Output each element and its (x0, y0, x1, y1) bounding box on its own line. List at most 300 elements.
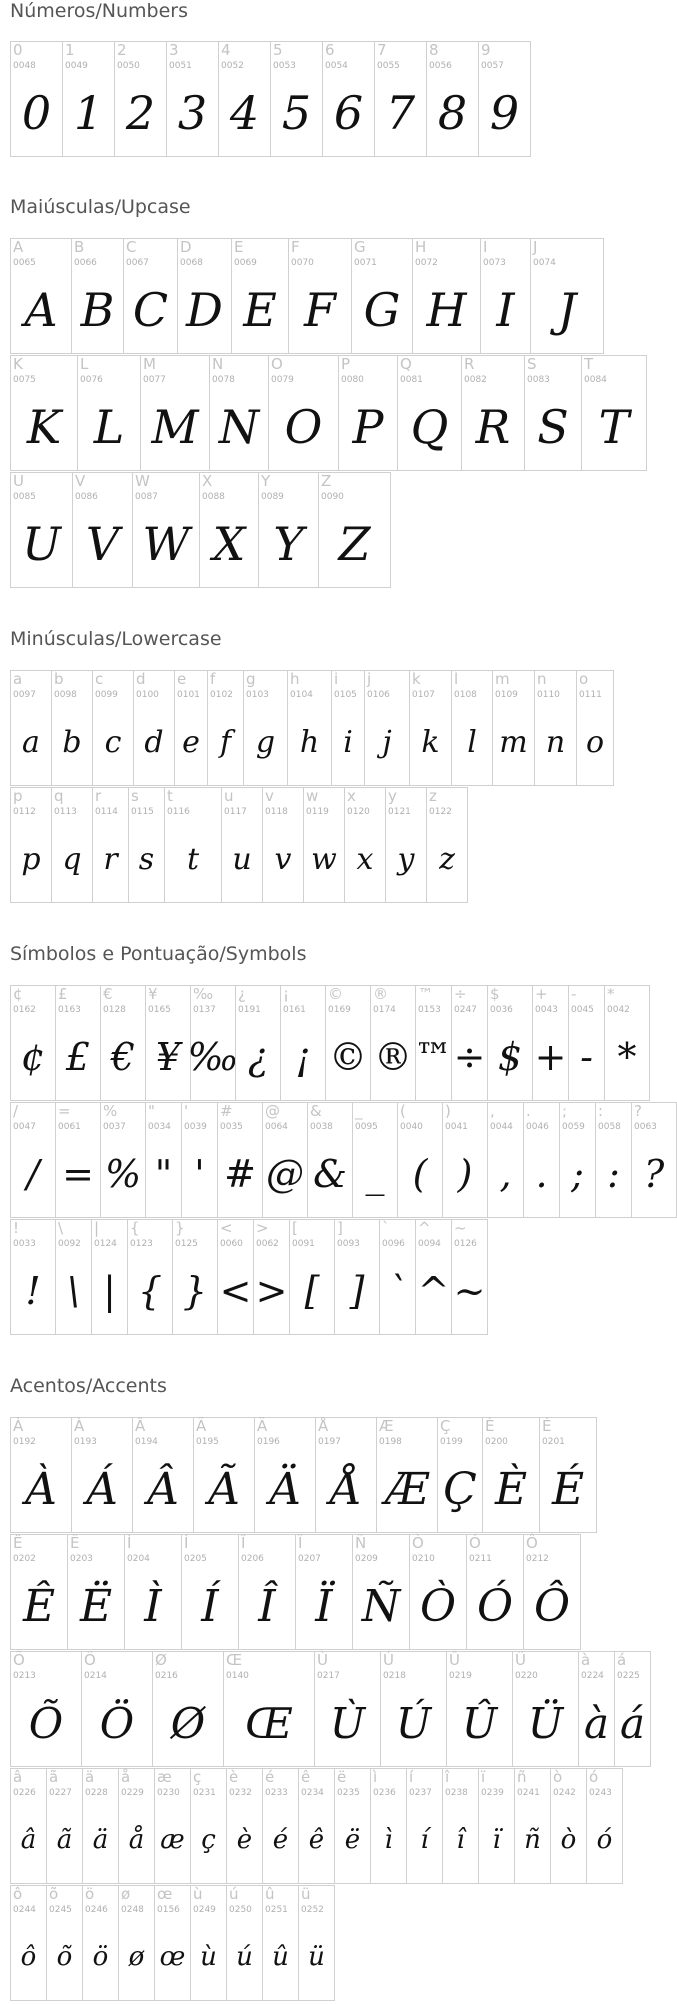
glyph-cell (10, 41, 63, 157)
glyph-cell (235, 985, 281, 1101)
char-code: 0072 (415, 258, 438, 268)
glyph-sample: ñ (524, 1825, 541, 1855)
glyph-cell (71, 1417, 133, 1533)
glyph-sample: 1 (73, 86, 104, 140)
char-code: 0228 (85, 1788, 108, 1798)
char-label: r (95, 787, 102, 805)
char-label: ó (589, 1768, 599, 1786)
glyph-sample: u (232, 841, 252, 877)
glyph-sample: T (598, 400, 630, 454)
char-label: { (130, 1219, 140, 1237)
glyph-cell (376, 1417, 438, 1533)
char-label: g (246, 670, 256, 688)
char-label: æ (157, 1768, 172, 1786)
char-code: 0218 (383, 1671, 406, 1681)
char-code: 0226 (13, 1788, 36, 1798)
char-code: 0099 (95, 690, 118, 700)
char-code: 0118 (265, 807, 288, 817)
glyph-sample: x (356, 841, 374, 877)
glyph-sample: m (499, 724, 528, 760)
char-label: Q (400, 355, 412, 373)
glyph-cell (217, 1219, 254, 1335)
char-code: 0097 (13, 690, 36, 700)
glyph-sample: K (26, 400, 62, 454)
char-label: ! (13, 1219, 20, 1237)
glyph-sample: Ö (99, 1698, 135, 1748)
glyph-row (10, 238, 603, 354)
char-label: ô (13, 1885, 23, 1903)
char-code: 0054 (325, 61, 348, 71)
char-label: X (202, 472, 213, 490)
glyph-sample: Û (461, 1698, 498, 1748)
glyph-cell (539, 1417, 597, 1533)
glyph-sample: ¢ (20, 1035, 46, 1079)
glyph-sample: 5 (281, 86, 312, 140)
glyph-sample: ö (92, 1942, 109, 1972)
char-label: ; (562, 1102, 568, 1120)
glyph-cell (576, 670, 614, 786)
glyph-cell (10, 1534, 68, 1650)
glyph-row (10, 1417, 596, 1533)
glyph-cell (492, 670, 535, 786)
glyph-row (10, 985, 649, 1101)
glyph-cell (334, 1219, 380, 1335)
char-code: 0234 (301, 1788, 324, 1798)
glyph-cell (315, 1417, 377, 1533)
glyph-cell (10, 1885, 47, 2001)
glyph-sample: N (218, 400, 260, 454)
char-code: 0123 (130, 1239, 153, 1249)
glyph-cell (325, 985, 371, 1101)
char-label: ] (337, 1219, 343, 1237)
char-label: P (341, 355, 351, 373)
char-code: 0227 (49, 1788, 72, 1798)
char-label: Ï (298, 1534, 303, 1552)
char-code: 0214 (84, 1671, 107, 1681)
glyph-cell (523, 1102, 560, 1218)
char-code: 0242 (553, 1788, 576, 1798)
char-code: 0050 (117, 61, 140, 71)
glyph-sample: 3 (177, 86, 208, 140)
glyph-cell (10, 985, 56, 1101)
char-label: C (126, 238, 137, 256)
glyph-cell (442, 1768, 479, 1884)
glyph-row (10, 1219, 487, 1335)
glyph-sample: ) (457, 1152, 473, 1196)
glyph-cell (437, 1417, 483, 1533)
char-label: a (13, 670, 23, 688)
char-label: 6 (325, 41, 335, 59)
glyph-row (10, 1768, 622, 1884)
char-code: 0037 (103, 1122, 126, 1132)
glyph-sample: h (299, 724, 320, 760)
glyph-sample: Ì (144, 1580, 162, 1632)
char-code: 0202 (13, 1554, 36, 1564)
char-code: 0056 (429, 61, 452, 71)
char-code: 0117 (224, 807, 247, 817)
char-code: 0126 (454, 1239, 477, 1249)
char-code: 0128 (103, 1005, 126, 1015)
glyph-cell (145, 1102, 182, 1218)
glyph-cell (287, 670, 332, 786)
char-code: 0062 (256, 1239, 279, 1249)
char-label: V (75, 472, 86, 490)
char-code: 0043 (535, 1005, 558, 1015)
glyph-cell (174, 670, 208, 786)
glyph-cell (524, 355, 582, 471)
char-label: d (136, 670, 146, 688)
char-code: 0235 (337, 1788, 360, 1798)
char-label: Z (321, 472, 332, 490)
glyph-cell (268, 355, 339, 471)
char-label: I (483, 238, 488, 256)
glyph-cell (231, 238, 289, 354)
glyph-sample: s (138, 841, 155, 877)
char-code: 0245 (49, 1905, 72, 1915)
section-title: Maiúsculas/Upcase (10, 196, 191, 218)
glyph-sample: Ò (419, 1580, 457, 1632)
glyph-sample: 0 (21, 86, 52, 140)
glyph-sample: E (243, 283, 277, 337)
char-code: 0196 (257, 1437, 280, 1447)
glyph-cell (534, 670, 577, 786)
glyph-sample: V (85, 517, 120, 571)
char-label: è (229, 1768, 239, 1786)
char-code: 0204 (127, 1554, 150, 1564)
char-code: 0113 (54, 807, 77, 817)
char-label: ^ (418, 1219, 431, 1237)
char-label: É (542, 1417, 552, 1435)
glyph-sample: , (499, 1152, 512, 1196)
glyph-sample: k (421, 724, 440, 760)
glyph-cell (415, 1219, 452, 1335)
glyph-cell (442, 1102, 488, 1218)
char-label: , (490, 1102, 495, 1120)
char-code: 0210 (412, 1554, 435, 1564)
glyph-cell (461, 355, 525, 471)
char-label: ä (85, 1768, 95, 1786)
char-label: G (354, 238, 366, 256)
char-label: / (13, 1102, 19, 1120)
char-label: ö (85, 1885, 95, 1903)
glyph-sample: ¥ (155, 1035, 181, 1079)
glyph-sample: ÷ (453, 1035, 486, 1079)
glyph-cell (71, 238, 124, 354)
glyph-cell (578, 1651, 615, 1767)
char-label: N (212, 355, 224, 373)
char-label: 3 (169, 41, 179, 59)
char-label: > (256, 1219, 269, 1237)
glyph-cell (379, 1219, 416, 1335)
char-code: 0063 (634, 1122, 657, 1132)
glyph-sample: î (456, 1825, 465, 1855)
char-code: 0092 (58, 1239, 81, 1249)
char-code: 0064 (265, 1122, 288, 1132)
glyph-cell (62, 41, 115, 157)
char-label: Ã (196, 1417, 207, 1435)
glyph-cell (221, 787, 263, 903)
char-code: 0199 (440, 1437, 463, 1447)
glyph-row (10, 1534, 580, 1650)
glyph-cell (238, 1534, 296, 1650)
glyph-cell (46, 1885, 83, 2001)
char-label: Ù (317, 1651, 328, 1669)
glyph-cell (322, 41, 375, 157)
glyph-sample: g (255, 724, 276, 760)
char-code: 0090 (321, 492, 344, 502)
glyph-sample: ù (200, 1942, 217, 1972)
char-code: 0250 (229, 1905, 252, 1915)
char-label: } (175, 1219, 185, 1237)
char-label: ì (373, 1768, 378, 1786)
glyph-sample: d (144, 724, 164, 760)
glyph-cell (187, 985, 239, 1101)
char-label: + (535, 985, 548, 1003)
char-label: \ (58, 1219, 64, 1237)
glyph-cell (298, 1768, 335, 1884)
glyph-sample: q (62, 841, 82, 877)
glyph-cell (132, 1417, 194, 1533)
char-label: U (13, 472, 24, 490)
char-code: 0243 (589, 1788, 612, 1798)
glyph-cell (254, 1417, 316, 1533)
glyph-cell (289, 1219, 335, 1335)
char-code: 0205 (184, 1554, 207, 1564)
glyph-cell (223, 1651, 315, 1767)
char-code: 0116 (167, 807, 190, 817)
glyph-cell (631, 1102, 677, 1218)
glyph-cell (132, 472, 200, 588)
glyph-sample: r (103, 841, 118, 877)
glyph-sample: ë (344, 1825, 361, 1855)
glyph-sample: M (151, 400, 199, 454)
char-code: 0039 (184, 1122, 207, 1132)
char-label: & (310, 1102, 322, 1120)
char-code: 0217 (317, 1671, 340, 1681)
char-code: 0206 (241, 1554, 264, 1564)
char-label: œ (157, 1885, 173, 1903)
char-code: 0111 (579, 690, 602, 700)
char-code: 0239 (481, 1788, 504, 1798)
char-label: é (265, 1768, 275, 1786)
char-label: ¡ (283, 985, 290, 1003)
char-code: 0082 (464, 375, 487, 385)
char-code: 0246 (85, 1905, 108, 1915)
glyph-cell (177, 238, 232, 354)
char-label: f (210, 670, 216, 688)
glyph-sample: L (93, 400, 125, 454)
char-code: 0035 (220, 1122, 243, 1132)
char-label: ü (301, 1885, 311, 1903)
glyph-sample: | (103, 1269, 116, 1313)
glyph-cell (10, 1102, 56, 1218)
char-label: Å (318, 1417, 329, 1435)
char-code: 0163 (58, 1005, 81, 1015)
glyph-sample: e (182, 724, 200, 760)
glyph-cell (512, 1651, 579, 1767)
char-code: 0191 (238, 1005, 261, 1015)
char-code: 0137 (193, 1005, 216, 1015)
char-code: 0231 (193, 1788, 216, 1798)
char-label: Æ (379, 1417, 394, 1435)
glyph-cell (487, 985, 533, 1101)
glyph-sample: £ (65, 1035, 91, 1079)
glyph-cell (124, 1534, 182, 1650)
glyph-sample: ™ (414, 1035, 453, 1079)
char-code: 0078 (212, 375, 235, 385)
char-code: 0110 (537, 690, 560, 700)
char-label: Â (135, 1417, 146, 1435)
glyph-cell (55, 1219, 92, 1335)
glyph-sample: € (110, 1035, 136, 1079)
glyph-cell (164, 787, 222, 903)
glyph-sample: a (22, 724, 40, 760)
char-code: 0219 (449, 1671, 472, 1681)
glyph-cell (514, 1768, 551, 1884)
glyph-cell (181, 1102, 218, 1218)
glyph-cell (209, 355, 269, 471)
glyph-cell (154, 1885, 191, 2001)
glyph-cell (217, 1102, 263, 1218)
char-code: 0112 (13, 807, 36, 817)
glyph-cell (415, 985, 452, 1101)
glyph-sample: ^ (417, 1269, 450, 1313)
glyph-sample: © (329, 1035, 367, 1079)
glyph-cell (100, 985, 146, 1101)
glyph-cell (262, 1885, 299, 2001)
glyph-sample: Ç (443, 1463, 477, 1515)
glyph-sample: J (557, 283, 577, 337)
glyph-sample: . (535, 1152, 548, 1196)
glyph-sample: & (313, 1152, 347, 1196)
char-code: 0040 (400, 1122, 423, 1132)
section-title: Minúsculas/Lowercase (10, 628, 222, 650)
glyph-cell (352, 1534, 410, 1650)
char-code: 0048 (13, 61, 36, 71)
char-code: 0051 (169, 61, 192, 71)
char-code: 0057 (481, 61, 504, 71)
glyph-sample: Æ (384, 1463, 430, 1515)
char-code: 0169 (328, 1005, 351, 1015)
char-code: 0076 (80, 375, 103, 385)
glyph-row (10, 1885, 334, 2001)
glyph-sample: ô (20, 1942, 37, 1972)
char-label: Ó (469, 1534, 481, 1552)
char-code: 0161 (283, 1005, 306, 1015)
glyph-sample: ' (194, 1152, 205, 1196)
glyph-cell (568, 985, 605, 1101)
glyph-cell (10, 1219, 56, 1335)
glyph-sample: $ (497, 1035, 523, 1079)
char-label: í (409, 1768, 414, 1786)
char-label: H (415, 238, 427, 256)
char-code: 0244 (13, 1905, 36, 1915)
char-code: 0081 (400, 375, 423, 385)
glyph-cell (82, 1768, 119, 1884)
glyph-sample: ã (56, 1825, 73, 1855)
glyph-cell (10, 355, 78, 471)
char-code: 0200 (485, 1437, 508, 1447)
glyph-sample: Ê (22, 1580, 56, 1632)
char-code: 0109 (495, 690, 518, 700)
glyph-sample: Ó (476, 1580, 514, 1632)
glyph-cell (451, 670, 493, 786)
char-label: Ê (13, 1534, 23, 1552)
char-code: 0065 (13, 258, 36, 268)
char-code: 0069 (234, 258, 257, 268)
char-label: ú (229, 1885, 239, 1903)
char-code: 0224 (581, 1671, 604, 1681)
glyph-sample: Ä (269, 1463, 301, 1515)
glyph-cell (262, 1102, 308, 1218)
char-code: 0038 (310, 1122, 333, 1132)
glyph-cell (118, 1885, 155, 2001)
glyph-cell (190, 1885, 227, 2001)
char-label: 5 (273, 41, 283, 59)
char-code: 0114 (95, 807, 118, 817)
char-label: o (579, 670, 589, 688)
char-code: 0047 (13, 1122, 36, 1132)
glyph-sample: D (186, 283, 223, 337)
glyph-sample: ï (492, 1825, 501, 1855)
char-code: 0252 (301, 1905, 324, 1915)
char-code: 0095 (355, 1122, 378, 1132)
glyph-sample: % (104, 1152, 142, 1196)
char-label: * (607, 985, 615, 1003)
char-code: 0207 (298, 1554, 321, 1564)
glyph-sample: ó (596, 1825, 613, 1855)
glyph-row (10, 355, 646, 471)
char-code: 0041 (445, 1122, 468, 1132)
char-code: 0198 (379, 1437, 402, 1447)
char-label: D (180, 238, 192, 256)
char-code: 0102 (210, 690, 233, 700)
char-label: Ç (440, 1417, 451, 1435)
char-code: 0156 (157, 1905, 180, 1915)
char-code: 0053 (273, 61, 296, 71)
char-code: 0070 (291, 258, 314, 268)
glyph-sample: _ (365, 1152, 385, 1196)
char-code: 0153 (418, 1005, 441, 1015)
glyph-cell (370, 985, 416, 1101)
char-code: 0074 (533, 258, 556, 268)
char-code: 0085 (13, 492, 36, 502)
glyph-cell (446, 1651, 513, 1767)
char-label: Ì (127, 1534, 132, 1552)
glyph-cell (127, 1219, 173, 1335)
glyph-cell (190, 1768, 227, 1884)
glyph-cell (72, 472, 133, 588)
glyph-sample: : (607, 1152, 620, 1196)
char-code: 0089 (261, 492, 284, 502)
glyph-cell (532, 985, 569, 1101)
glyph-sample: p (21, 841, 41, 877)
char-code: 0066 (74, 258, 97, 268)
glyph-cell (262, 787, 304, 903)
char-label: ï (481, 1768, 486, 1786)
glyph-sample: â (20, 1825, 37, 1855)
glyph-cell (199, 472, 259, 588)
char-label: i (334, 670, 339, 688)
glyph-sample: æ (160, 1825, 185, 1855)
glyph-cell (307, 1102, 353, 1218)
glyph-cell (81, 1651, 153, 1767)
glyph-sample: Ø (170, 1698, 206, 1748)
char-label: ñ (517, 1768, 527, 1786)
char-label: 8 (429, 41, 439, 59)
char-label: Œ (226, 1651, 243, 1669)
char-label: ~ (454, 1219, 467, 1237)
